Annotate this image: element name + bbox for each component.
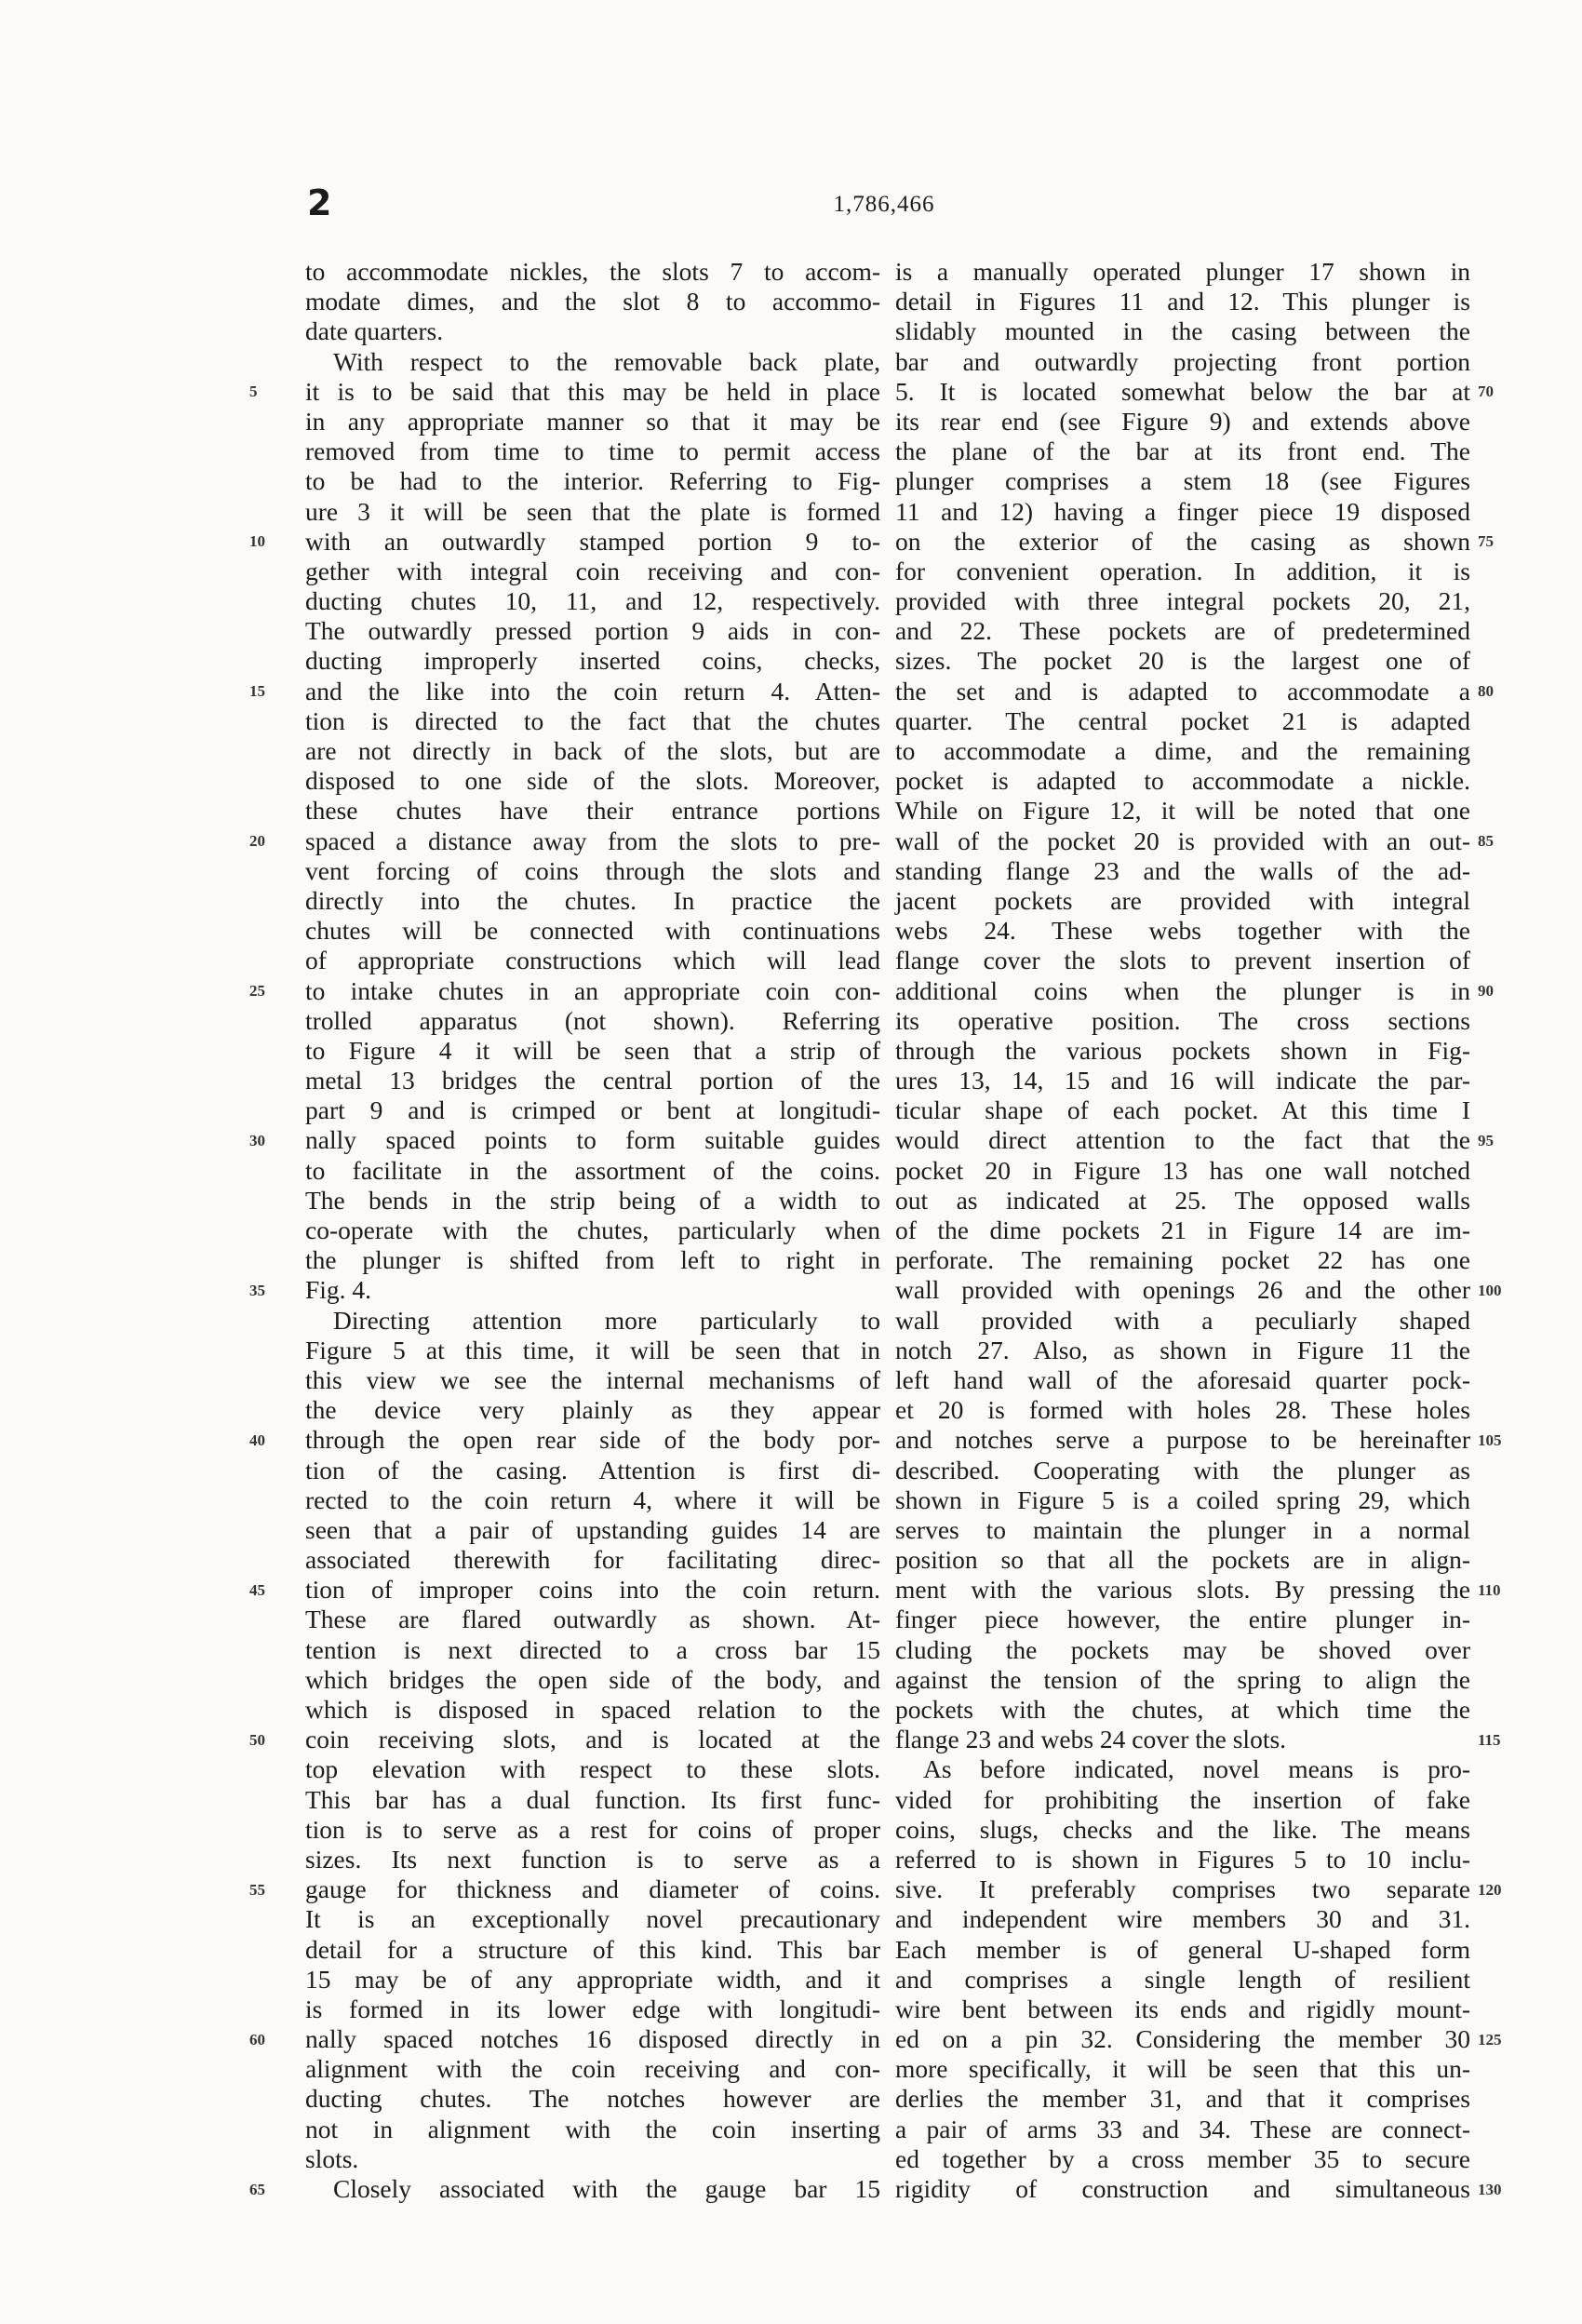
text-line: pocket 20 in Figure 13 has one wall notched — [895, 1155, 1470, 1185]
text-line: gauge for thickness and diameter of coins. — [305, 1874, 880, 1904]
text-line: ducting improperly inserted coins, checks, — [305, 646, 880, 676]
text-line: It is an exceptionally novel precautionary — [305, 1904, 880, 1934]
text-line: ed together by a cross member 35 to secure — [895, 2143, 1470, 2173]
text-line: trolled apparatus (not shown). Referring — [305, 1005, 880, 1035]
margin-line-number: 30 — [249, 1131, 265, 1149]
text-line: sizes. Its next function is to serve as a — [305, 1844, 880, 1874]
text-line: Closely associated with the gauge bar 15 — [333, 2174, 880, 2203]
page-number: 2 — [307, 182, 332, 223]
text-line: tion is directed to the fact that the chutes — [305, 705, 880, 735]
text-line: webs 24. These webs together with the — [895, 916, 1470, 946]
text-line: date quarters. — [305, 316, 444, 346]
text-line: nally spaced points to form suitable guides — [305, 1125, 880, 1155]
text-line: nally spaced notches 16 disposed directly in — [305, 2024, 880, 2054]
text-line: tion is to serve as a rest for coins of proper — [305, 1814, 880, 1844]
text-line: 15 may be of any appropriate width, and it — [305, 1964, 880, 1994]
text-line: these chutes have their entrance portions — [305, 796, 880, 826]
text-line: would direct attention to the fact that the — [895, 1125, 1470, 1155]
text-line: left hand wall of the aforesaid quarter pock- — [895, 1364, 1470, 1394]
margin-line-number: 50 — [249, 1730, 265, 1749]
text-line: slots. — [305, 2143, 359, 2173]
text-line: With respect to the removable back plate, — [333, 346, 880, 376]
margin-line-number: 35 — [249, 1281, 265, 1299]
text-line: which bridges the open side of the body, and — [305, 1664, 880, 1694]
margin-line-number: 105 — [1478, 1431, 1502, 1449]
text-line: Fig. 4. — [305, 1275, 372, 1305]
text-line: referred to is shown in Figures 5 to 10 inclu- — [895, 1844, 1470, 1874]
text-line: and comprises a single length of resilient — [895, 1964, 1470, 1994]
text-line: position so that all the pockets are in align- — [895, 1545, 1470, 1575]
text-line: et 20 is formed with holes 28. These holes — [895, 1395, 1470, 1425]
text-line: metal 13 bridges the central portion of the — [305, 1066, 880, 1095]
text-line: tion of the casing. Attention is first di- — [305, 1455, 880, 1484]
text-line: alignment with the coin receiving and con- — [305, 2054, 880, 2084]
text-line: of appropriate constructions which will lead — [305, 946, 880, 975]
text-line: more specifically, it will be seen that this un- — [895, 2054, 1470, 2084]
text-line: Figure 5 at this time, it will be seen that in — [305, 1335, 880, 1364]
text-line: is formed in its lower edge with longitudi- — [305, 1994, 880, 2023]
text-line: disposed to one side of the slots. Moreover, — [305, 766, 880, 796]
text-line: flange 23 and webs 24 cover the slots. — [895, 1725, 1287, 1754]
margin-line-number: 40 — [249, 1431, 265, 1449]
margin-line-number: 80 — [1478, 681, 1494, 700]
margin-line-number: 70 — [1478, 382, 1494, 400]
text-line: the plunger is shifted from left to right in — [305, 1245, 880, 1275]
text-line: wall of the pocket 20 is provided with an out- — [895, 826, 1470, 855]
margin-line-number: 45 — [249, 1580, 265, 1599]
text-line: perforate. The remaining pocket 22 has one — [895, 1245, 1470, 1275]
text-line: shown in Figure 5 is a coiled spring 29, which — [895, 1484, 1470, 1514]
text-line: pocket is adapted to accommodate a nickle. — [895, 766, 1470, 796]
text-line: plunger comprises a stem 18 (see Figures — [895, 466, 1470, 496]
text-line: removed from time to time to permit access — [305, 437, 880, 466]
text-line: directly into the chutes. In practice the — [305, 885, 880, 915]
margin-line-number: 130 — [1478, 2180, 1502, 2198]
text-line: Each member is of general U-shaped form — [895, 1934, 1470, 1964]
text-line: coins, slugs, checks and the like. The means — [895, 1814, 1470, 1844]
margin-line-number: 85 — [1478, 831, 1494, 850]
margin-line-number: 115 — [1478, 1730, 1501, 1749]
margin-line-number: 15 — [249, 681, 265, 700]
margin-line-number: 125 — [1478, 2030, 1502, 2049]
text-line: rigidity of construction and simultaneous — [895, 2174, 1470, 2203]
text-line: out as indicated at 25. The opposed walls — [895, 1185, 1470, 1215]
margin-line-number: 95 — [1478, 1131, 1494, 1149]
text-line: are not directly in back of the slots, but are — [305, 736, 880, 765]
text-line: bar and outwardly projecting front portion — [895, 346, 1470, 376]
text-line: wall provided with openings 26 and the other — [895, 1275, 1470, 1305]
text-line: the set and is adapted to accommodate a — [895, 676, 1470, 705]
text-line: is a manually operated plunger 17 shown in — [895, 257, 1470, 286]
text-line: detail in Figures 11 and 12. This plunger is — [895, 287, 1470, 316]
text-line: wall provided with a peculiarly shaped — [895, 1305, 1470, 1335]
left-text-column — [305, 257, 880, 2204]
text-line: of the dime pockets 21 in Figure 14 are im- — [895, 1216, 1470, 1244]
text-line: and notches serve a purpose to be hereinafter — [895, 1425, 1470, 1455]
margin-line-number: 5 — [249, 382, 258, 400]
text-line: gether with integral coin receiving and con- — [305, 556, 880, 585]
text-line: this view we see the internal mechanisms of — [305, 1364, 880, 1394]
text-line: it is to be said that this may be held in place — [305, 376, 880, 406]
text-line: on the exterior of the casing as shown — [895, 526, 1470, 556]
text-line: derlies the member 31, and that it comprises — [895, 2084, 1470, 2114]
text-line: ed on a pin 32. Considering the member 30 — [895, 2024, 1470, 2054]
text-line: The outwardly pressed portion 9 aids in con- — [305, 616, 880, 646]
text-line: to accommodate nickles, the slots 7 to accom- — [305, 257, 880, 286]
text-line: standing flange 23 and the walls of the ad- — [895, 855, 1470, 885]
margin-line-number: 90 — [1478, 981, 1494, 1000]
text-line: its rear end (see Figure 9) and extends above — [895, 406, 1470, 436]
text-line: slidably mounted in the casing between the — [895, 316, 1470, 346]
margin-line-number: 10 — [249, 531, 265, 550]
text-line: with an outwardly stamped portion 9 to- — [305, 526, 880, 556]
text-line: associated therewith for facilitating direc- — [305, 1545, 880, 1575]
text-line: to facilitate in the assortment of the coins. — [305, 1155, 880, 1185]
text-line: 11 and 12) having a finger piece 19 disposed — [895, 496, 1470, 526]
text-line: ticular shape of each pocket. At this time I — [895, 1095, 1470, 1125]
text-line: jacent pockets are provided with integral — [895, 885, 1470, 915]
text-line: the device very plainly as they appear — [305, 1395, 880, 1425]
text-line: finger piece however, the entire plunger in- — [895, 1605, 1470, 1634]
text-line: to be had to the interior. Referring to Fig- — [305, 466, 880, 496]
right-text-column — [895, 257, 1470, 2204]
text-line: quarter. The central pocket 21 is adapted — [895, 705, 1470, 735]
text-line: sizes. The pocket 20 is the largest one of — [895, 646, 1470, 676]
text-line: additional coins when the plunger is in — [895, 975, 1470, 1005]
text-line: notch 27. Also, as shown in Figure 11 the — [895, 1335, 1470, 1364]
text-line: As before indicated, novel means is pro- — [923, 1754, 1470, 1784]
text-line: modate dimes, and the slot 8 to accommo- — [305, 287, 880, 316]
text-line: flange cover the slots to prevent insertion of — [895, 946, 1470, 975]
text-line: tention is next directed to a cross bar 15 — [305, 1634, 880, 1664]
text-line: top elevation with respect to these slots. — [305, 1754, 880, 1784]
text-line: Directing attention more particularly to — [333, 1305, 880, 1335]
patent-number: 1,786,466 — [833, 192, 935, 217]
text-line: coin receiving slots, and is located at the — [305, 1725, 880, 1754]
text-line: sive. It preferably comprises two separate — [895, 1874, 1470, 1904]
text-line: through the various pockets shown in Fig- — [895, 1035, 1470, 1065]
text-line: 5. It is located somewhat below the bar at — [895, 376, 1470, 406]
text-line: chutes will be connected with continuations — [305, 916, 880, 946]
text-line: for convenient operation. In addition, it is — [895, 556, 1470, 585]
text-line: tion of improper coins into the coin return. — [305, 1575, 880, 1605]
text-line: to Figure 4 it will be seen that a strip of — [305, 1035, 880, 1065]
margin-line-number: 55 — [249, 1880, 265, 1899]
text-line: ure 3 it will be seen that the plate is formed — [305, 496, 880, 526]
text-line: cluding the pockets may be shoved over — [895, 1634, 1470, 1664]
text-line: and independent wire members 30 and 31. — [895, 1904, 1470, 1934]
text-line: which is disposed in spaced relation to the — [305, 1695, 880, 1724]
margin-line-number: 120 — [1478, 1880, 1502, 1899]
text-line: described. Cooperating with the plunger as — [895, 1455, 1470, 1484]
text-line: detail for a structure of this kind. This bar — [305, 1934, 880, 1964]
text-line: vided for prohibiting the insertion of fake — [895, 1784, 1470, 1814]
margin-line-number: 100 — [1478, 1281, 1502, 1299]
text-line: the plane of the bar at its front end. The — [895, 437, 1470, 466]
text-line: to accommodate a dime, and the remaining — [895, 736, 1470, 765]
text-line: The bends in the strip being of a width to — [305, 1185, 880, 1215]
text-line: co-operate with the chutes, particularly when — [305, 1216, 880, 1244]
text-line: and the like into the coin return 4. Atten- — [305, 676, 880, 705]
margin-line-number: 75 — [1478, 531, 1494, 550]
text-line: While on Figure 12, it will be noted that one — [895, 796, 1470, 826]
text-line: spaced a distance away from the slots to pre- — [305, 826, 880, 855]
text-line: and 22. These pockets are of predetermined — [895, 616, 1470, 646]
text-line: seen that a pair of upstanding guides 14 are — [305, 1514, 880, 1544]
text-line: serves to maintain the plunger in a normal — [895, 1514, 1470, 1544]
text-line: ures 13, 14, 15 and 16 will indicate the par- — [895, 1066, 1470, 1095]
text-line: pockets with the chutes, at which time the — [895, 1695, 1470, 1724]
text-line: wire bent between its ends and rigidly mount- — [895, 1994, 1470, 2023]
text-line: provided with three integral pockets 20, 21, — [895, 586, 1470, 616]
margin-line-number: 60 — [249, 2030, 265, 2049]
text-line: This bar has a dual function. Its first func- — [305, 1784, 880, 1814]
text-line: not in alignment with the coin inserting — [305, 2114, 880, 2143]
text-line: its operative position. The cross sections — [895, 1005, 1470, 1035]
text-line: ducting chutes. The notches however are — [305, 2084, 880, 2114]
text-line: a pair of arms 33 and 34. These are connect- — [895, 2114, 1470, 2143]
text-line: ducting chutes 10, 11, and 12, respectively. — [305, 586, 880, 616]
text-line: rected to the coin return 4, where it will be — [305, 1484, 880, 1514]
text-line: part 9 and is crimped or bent at longitudi- — [305, 1095, 880, 1125]
text-line: vent forcing of coins through the slots and — [305, 855, 880, 885]
text-line: These are flared outwardly as shown. At- — [305, 1605, 880, 1634]
margin-line-number: 110 — [1478, 1580, 1501, 1599]
text-line: in any appropriate manner so that it may be — [305, 406, 880, 436]
text-line: against the tension of the spring to align the — [895, 1664, 1470, 1694]
margin-line-number: 65 — [249, 2180, 265, 2198]
margin-line-number: 20 — [249, 831, 265, 850]
text-line: ment with the various slots. By pressing the — [895, 1575, 1470, 1605]
margin-line-number: 25 — [249, 981, 265, 1000]
text-line: to intake chutes in an appropriate coin con- — [305, 975, 880, 1005]
text-line: through the open rear side of the body por- — [305, 1425, 880, 1455]
